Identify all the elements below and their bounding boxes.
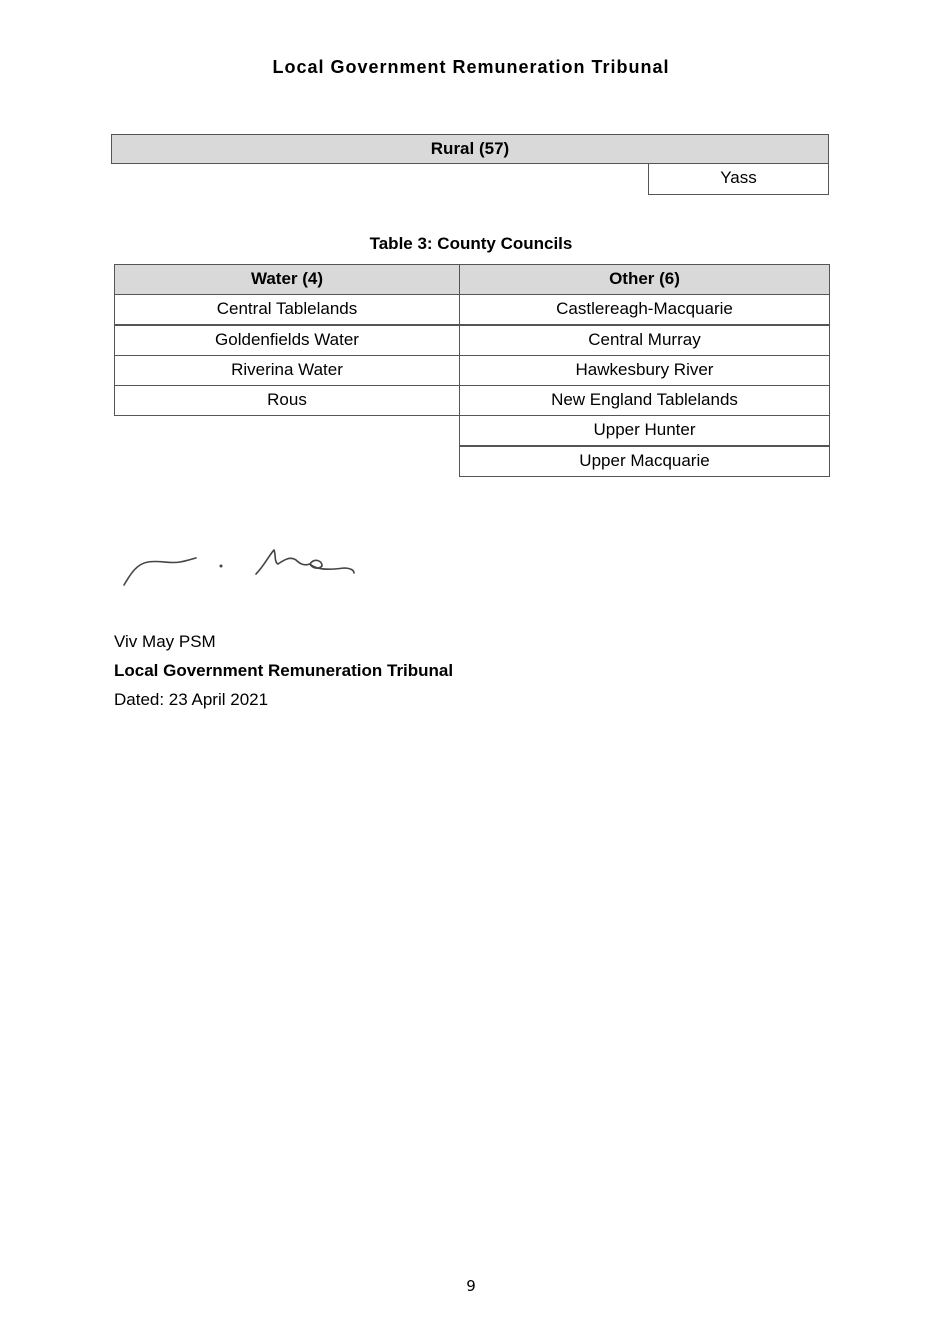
rural-table-header: Rural (57) xyxy=(111,134,829,164)
table-cell: Central Tablelands xyxy=(114,294,460,325)
signature-date: Dated: 23 April 2021 xyxy=(114,690,269,709)
rural-table-cell: Yass xyxy=(648,163,829,195)
page-number: 9 xyxy=(466,1277,476,1295)
table-cell: Hawkesbury River xyxy=(459,355,830,386)
table-cell: Upper Hunter xyxy=(459,415,830,446)
signatory-name: Viv May PSM xyxy=(114,632,216,651)
table-cell: Riverina Water xyxy=(114,355,460,386)
other-column-header: Other (6) xyxy=(459,264,830,295)
table-cell: Castlereagh-Macquarie xyxy=(459,294,830,325)
table-cell: New England Tablelands xyxy=(459,385,830,416)
table-cell: Central Murray xyxy=(459,325,830,356)
table-cell: Upper Macquarie xyxy=(459,446,830,477)
water-column-header: Water (4) xyxy=(114,264,460,295)
page-header-title: Local Government Remuneration Tribunal xyxy=(272,57,670,77)
signatory-organisation: Local Government Remuneration Tribunal xyxy=(114,661,454,680)
table-cell: Rous xyxy=(114,385,460,416)
table-caption: Table 3: County Councils xyxy=(369,234,573,253)
table-cell: Goldenfields Water xyxy=(114,325,460,356)
handwritten-signature xyxy=(118,540,368,595)
